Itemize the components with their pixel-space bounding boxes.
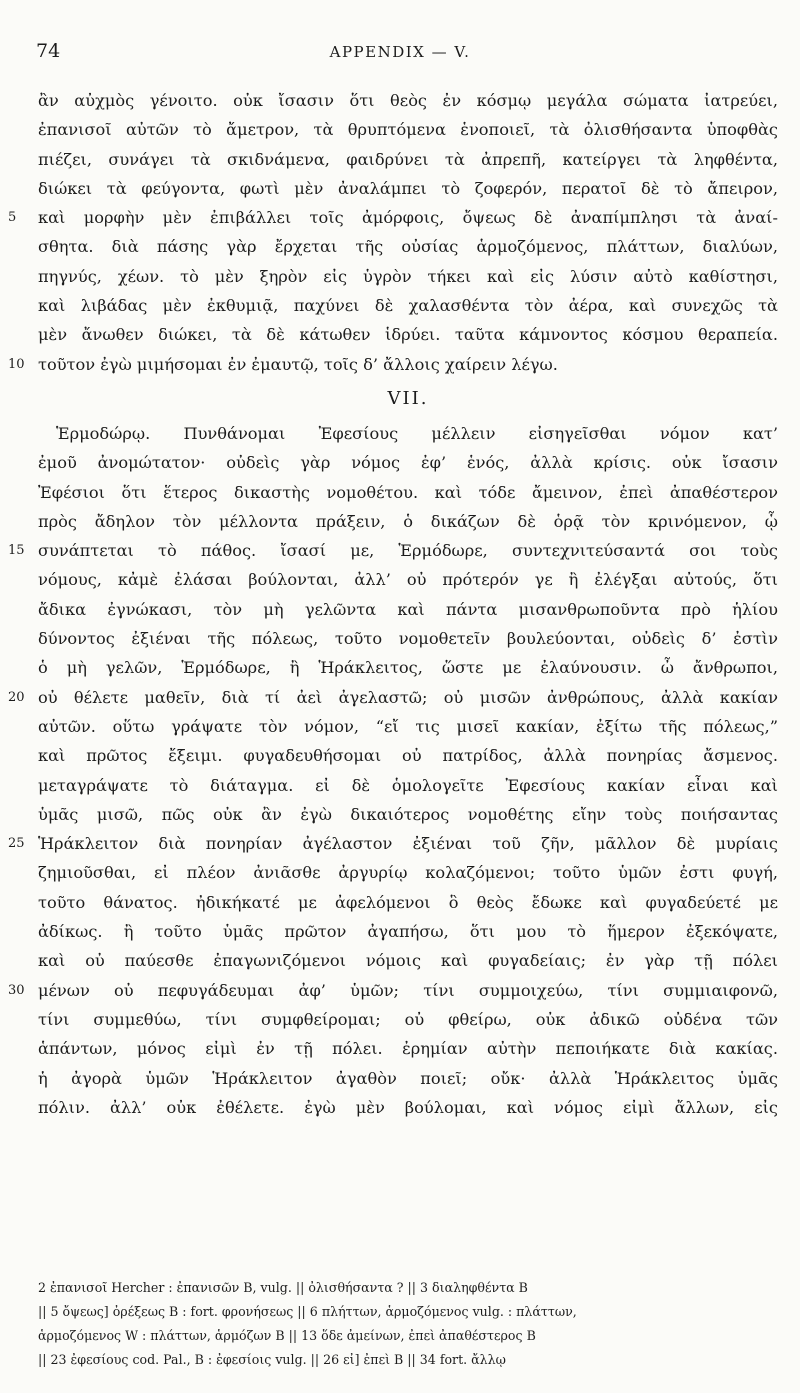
running-head: APPENDIX — V. [329,43,471,61]
text-line: πηγνύς, χέων. τὸ μὲν ξηρὸν εἰς ὑγρὸν τήκει καὶ εἰς λύσιν αὐτὸ καθίστησι, [38,266,778,286]
text-line: μὲν ἄνωθεν διώκει, τὰ δὲ κάτωθεν ἱδρύει. ταῦτα κάμνοντος κόσμου θεραπεία. [38,325,778,345]
text-line-content: Ἡράκλειτον διὰ πονηρίαν ἀγέλαστον ἐξιέναι τοῦ ζῆν, μᾶλλον δὲ μυρίαις [38,834,778,854]
text-line-numbered [8,536,778,565]
page-number: 74 [36,40,61,62]
apparatus-line: ἁρμοζόμενος W : πλάττων, ἁρμόζων B || 13 ὅδε ἀμείνων, ἐπεὶ ἀπαθέστερος B [38,1328,536,1343]
text-line: ἐμοῦ ἀνομώτατον· οὐδεὶς γὰρ νόμος ἐφ’ ἑνός, ἀλλὰ κρίσις. οὐκ ἴσασιν [38,453,778,473]
line-number: 30 [8,982,25,998]
text-line: ὑμᾶς μισῶ, πῶς οὐκ ἂν ἐγὼ δικαιότερος νομοθέτης εἴην τοὺς ποιήσαντας [38,804,778,824]
line-number: 15 [8,543,25,559]
text-line: τίνι συμμεθύω, τίνι συμφθείρομαι; οὐ φθείρω, οὐκ ἀδικῶ οὐδένα τῶν [38,1009,778,1029]
text-line: νόμους, κἀμὲ ἐλάσαι βούλονται, ἀλλ’ οὐ πρότερόν γε ἢ ἐλέγξαι αὐτούς, ὅτι [38,570,778,590]
line-number: 25 [8,836,25,852]
line-number: 20 [8,689,25,705]
apparatus-line: 2 ἐπανισοῖ Hercher : ἐπανισῶν B, vulg. || ὀλισθήσαντα ? || 3 διαληφθέντα B [38,1280,528,1295]
line-number: 10 [8,356,25,372]
text-line: μεταγράψατε τὸ διάταγμα. εἰ δὲ ὁμολογεῖτε Ἐφεσίους κακίαν εἶναι καὶ [38,775,778,795]
text-line: ἁπάντων, μόνος εἰμὶ ἐν τῇ πόλει. ἐρημίαν αὐτὴν πεποιήκατε διὰ κακίας. [38,1039,778,1059]
text-line-content: τοῦτον ἐγὼ μιμήσομαι ἐν ἐμαυτῷ, τοῖς δ’ ἄλλοις χαίρειν λέγω. [38,354,558,374]
text-line: ὁ μὴ γελῶν, Ἑρμόδωρε, ἢ Ἡράκλειτος, ὥστε με ἐλαύνουσιν. ὦ ἄνθρωποι, [38,658,778,678]
text-line-numbered [8,203,778,232]
critical-apparatus [38,1276,778,1372]
text-line: καὶ οὐ παύεσθε ἐπαγωνιζόμενοι νόμοις καὶ φυγαδείαις; ἐν γὰρ τῇ πόλει [38,951,778,971]
text-line: ἀδίκως. ἢ τοῦτο ὑμᾶς πρῶτον ἀγαπήσω, ὅτι μου τὸ ἥμερον ἐξεκόψατε, [38,922,778,942]
text-line-numbered [8,829,778,858]
page-header [0,40,800,70]
text-line: σθητα. διὰ πάσης γὰρ ἔρχεται τῆς οὐσίας ἁρμοζόμενος, πλάττων, διαλύων, [38,237,778,257]
text-line-content: οὐ θέλετε μαθεῖν, διὰ τί ἀεὶ ἀγελαστῶ; οὐ μισῶν ἀνθρώπους, ἀλλὰ κακίαν [38,687,778,707]
text-line-numbered [8,683,778,712]
text-line-content: καὶ μορφὴν μὲν ἐπιβάλλει τοῖς ἀμόρφοις, ὄψεως δὲ ἀναπίμπλησι τὰ ἀναί- [38,208,778,228]
text-line-content: μένων οὐ πεφυγάδευμαι ἀφ’ ὑμῶν; τίνι συμμοιχεύω, τίνι συμμιαιφονῶ, [38,980,778,1000]
text-line: αὐτῶν. οὕτω γράψατε τὸν νόμον, “εἴ τις μισεῖ κακίαν, ἐξίτω τῆς πόλεως,” [38,716,778,736]
text-line-numbered [8,976,778,1005]
text-line: ἂν αὐχμὸς γένοιτο. οὐκ ἴσασιν ὅτι θεὸς ἐν κόσμῳ μεγάλα σώματα ἰατρεύει, [38,91,778,110]
text-line: ἡ ἀγορὰ ὑμῶν Ἡράκλειτον ἀγαθὸν ποιεῖ; οὔκ· ἀλλὰ Ἡράκλειτος ὑμᾶς [38,1068,778,1088]
text-line: ζημιοῦσθαι, εἰ πλέον ἀνιᾶσθε ἀργυρίῳ κολαζόμενοι; τοῦτο ὑμῶν ἐστι φυγή, [38,863,778,883]
text-line: διώκει τὰ φεύγοντα, φωτὶ μὲν ἀναλάμπει τὸ ζοφερόν, περατοῖ δὲ τὸ ἄπειρον, [38,178,778,198]
text-line: καὶ λιβάδας μὲν ἐκθυμιᾷ, παχύνει δὲ χαλασθέντα τὸν ἀέρα, καὶ συνεχῶς τὰ [38,296,778,316]
text-line: πρὸς ἄδηλον τὸν μέλλοντα πράξειν, ὁ δικάζων δὲ ὁρᾷ τὸν κρινόμενον, ᾧ [38,511,778,531]
text-line: Ἐφέσιοι ὅτι ἕτερος δικαστὴς νομοθέτου. καὶ τόδε ἄμεινον, ἐπεὶ ἀπαθέστερον [38,482,778,502]
text-line: Ἑρμοδώρῳ. Πυνθάνομαι Ἐφεσίους μέλλειν εἰσηγεῖσθαι νόμον κατ’ [56,423,778,443]
text-line: ἐπανισοῖ αὐτῶν τὸ ἄμετρον, τὰ θρυπτόμενα ἑνοποιεῖ, τὰ ὀλισθήσαντα ὑποφθὰς [38,120,778,140]
main-text [8,86,778,1122]
section-heading: VII. [387,387,429,409]
text-line: πιέζει, συνάγει τὰ σκιδνάμενα, φαιδρύνει τὰ ἀπρεπῆ, κατείργει τὰ ληφθέντα, [38,149,778,169]
apparatus-line: || 23 ἐφεσίους cod. Pal., B : ἐφεσίοις vulg. || 26 εἰ] ἐπεὶ B || 34 fort. ἄλλῳ [38,1352,506,1367]
text-line: πόλιν. ἀλλ’ οὐκ ἐθέλετε. ἐγὼ μὲν βούλομαι, καὶ νόμος εἰμὶ ἄλλων, εἰς [38,1097,778,1117]
text-line: ἄδικα ἐγνώκασι, τὸν μὴ γελῶντα καὶ πάντα μισανθρωποῦντα πρὸ ἡλίου [38,599,778,619]
text-line: καὶ πρῶτος ἔξειμι. φυγαδευθήσομαι οὐ πατρίδος, ἀλλὰ πονηρίας ἄσμενος. [38,746,778,766]
line-number: 5 [8,210,17,226]
apparatus-line: || 5 ὄψεως] ὀρέξεως B : fort. φρονήσεως || 6 πλήττων, ἁρμοζόμενος vulg. : πλάττων, [38,1304,577,1319]
text-line: τοῦτο θάνατος. ἠδικήκατέ με ἀφελόμενοι ὃ θεὸς ἔδωκε καὶ φυγαδεύετέ με [38,892,778,912]
text-line: δύνοντος ἐξιέναι τῆς πόλεως, τοῦτο νομοθετεῖν βουλεύονται, οὐδεὶς δ’ ἐστὶν [38,629,778,649]
text-line-numbered [8,350,778,379]
text-line-content: συνάπτεται τὸ πάθος. ἴσασί με, Ἑρμόδωρε, συντεχνιτεύσαντά σοι τοὺς [38,541,778,561]
